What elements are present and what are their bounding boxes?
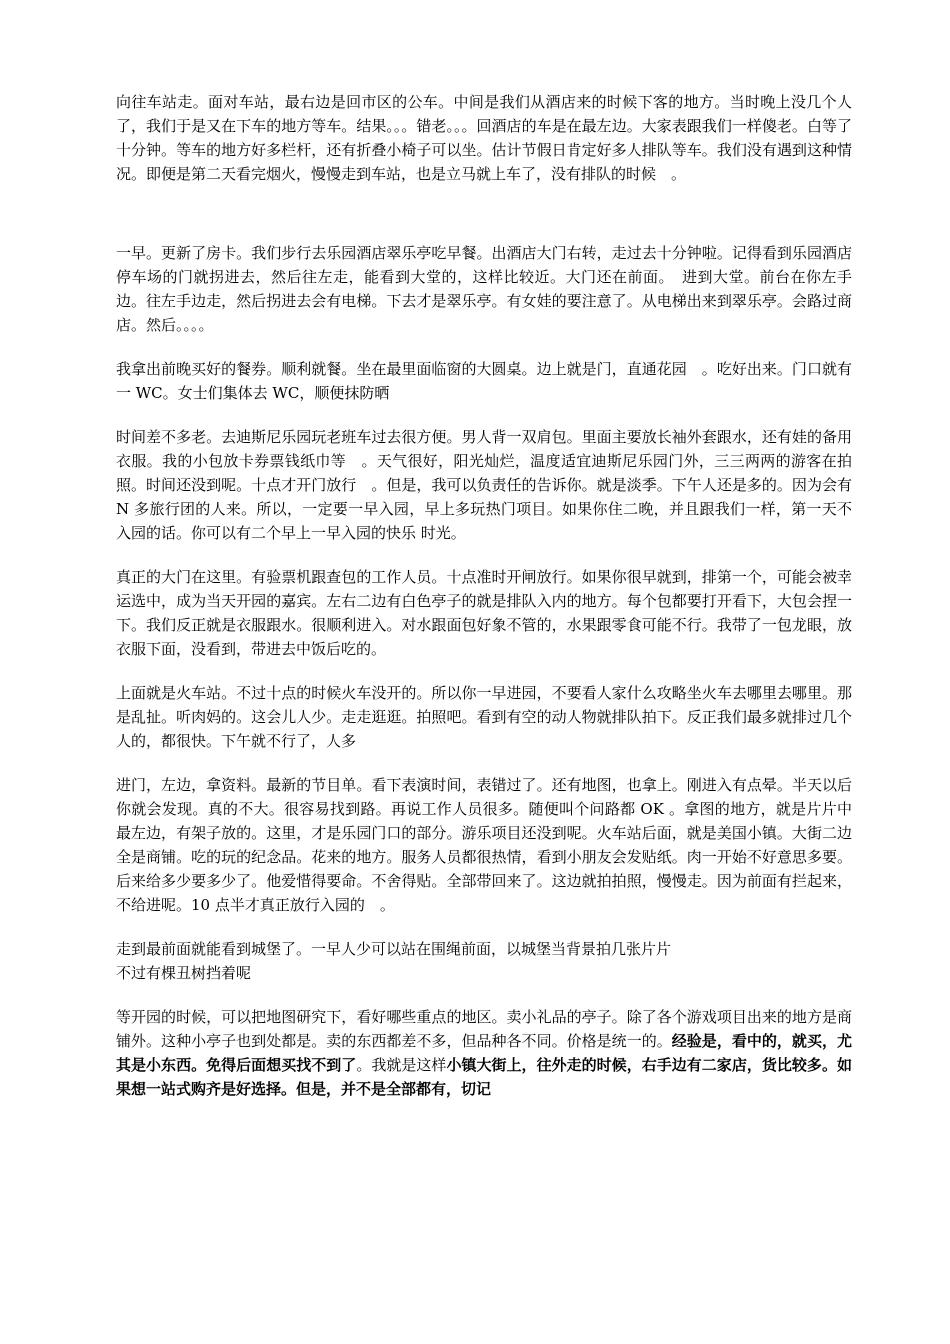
paragraph-2: 一早。更新了房卡。我们步行去乐园酒店翠乐亭吃早餐。出酒店大门右转，走过去十分钟啦。记得看到乐园酒店停车场的门就拐进去，然后往左走，能看到大堂的，这样比较近。大门还在前面。 进到大堂。前台在你左手边。往左手边走，然后拐进去会有电梯。下去才是翠乐亭。有女娃的要注意了。从电梯出来到翠乐亭。会路过商店。然后。。。。 xyxy=(116,244,852,334)
paragraph-6: 上面就是火车站。不过十点的时候火车没开的。所以你一早进园，不要看人家什么攻略坐火车去哪里去哪里。那是乱扯。听肉妈的。这会儿人少。走走逛逛。拍照吧。看到有空的动人物就排队拍下。反正我们最多就排过几个人的，都很快。下午就不行了，人多 xyxy=(116,684,852,750)
paragraph-8-line-2: 不过有棵丑树挡着呢 xyxy=(116,964,252,982)
paragraph-7: 进门，左边，拿资料。最新的节目单。看下表演时间，表错过了。还有地图，也拿上。刚进入有点晕。半天以后你就会发现。真的不大。很容易找到路。再说工作人员很多。随便叫个问路都 OK 。拿图的地方，就是片片中最左边，有架子放的。这里，才是乐园门口的部分。游乐项目还没到呢。火车站后面，就是美国小镇。大街二边全是商铺。吃的玩的纪念品。花来的地方。服务人员都很热情，看到小朋友会发贴纸。肉一开始不好意思多要。后来给多少要多少了。他爱惜得要命。不舍得贴。全部带回来了。这边就拍拍照，慢慢走。因为前面有拦起来，不给进呢。10 点半才真正放行入园的 。 xyxy=(116,776,852,914)
paragraph-5: 真正的大门在这里。有验票机跟查包的工作人员。十点准时开闸放行。如果你很早就到，排第一个，可能会被幸运选中，成为当天开园的嘉宾。左右二边有白色亭子的就是排队入内的地方。每个包都要打开看下，大包会捏一下。我们反正就是衣服跟水。很顺利进入。对水跟面包好象不管的，水果跟零食可能不行。我带了一包龙眼，放衣服下面，没看到，带进去中饭后吃的。 xyxy=(116,568,852,658)
paragraph-8-line-1: 走到最前面就能看到城堡了。一早人少可以站在围绳前面，以城堡当背景拍几张片片 xyxy=(116,940,672,958)
paragraph-9 xyxy=(116,1005,852,1101)
paragraph-3: 我拿出前晚买好的餐券。顺利就餐。坐在最里面临窗的大圆桌。边上就是门，直通花园 。吃好出来。门口就有一 WC。女士们集体去 WC，顺便抹防晒 xyxy=(116,360,852,402)
paragraph-1: 向往车站走。面对车站，最右边是回市区的公车。中间是我们从酒店来的时候下客的地方。当时晚上没几个人了，我们于是又在下车的地方等车。结果。。。错老。。。回酒店的车是在最左边。大家表跟我们一样傻老。白等了十分钟。等车的地方好多栏杆，还有折叠小椅子可以坐。估计节假日肯定好多人排队等车。我们没有遇到这种情况。即便是第二天看完烟火，慢慢走到车站，也是立马就上车了，没有排队的时候 。 xyxy=(116,93,852,183)
document-body xyxy=(116,90,852,1121)
paragraph-9-text-1: 等开园的时候，可以把地图研究下，看好哪些重点的地区。卖小礼品的亭子。除了各个游戏项目出来的地方是商铺外。这种小亭子也到处都是。卖的东西都差不多，但品种各不同。价格是统一的。 xyxy=(116,1008,852,1050)
paragraph-9-bold-1: 经验是，看中的，就买，尤其是小东西。免得后面想买找不到了 xyxy=(116,1032,852,1074)
paragraph-9-bold-2: 小镇大街上，往外走的时候，右手边有二家店，货比较多。如果想一站式购齐是好选择。但是，并不是全部都有，切记 xyxy=(116,1056,852,1098)
paragraph-8 xyxy=(116,937,852,985)
paragraph-9-text-2: 。我就是这样 xyxy=(356,1056,447,1074)
paragraph-4: 时间差不多老。去迪斯尼乐园玩老班车过去很方便。男人背一双肩包。里面主要放长袖外套跟水，还有娃的备用衣服。我的小包放卡券票钱纸巾等 。天气很好，阳光灿烂，温度适宜迪斯尼乐园门外，三三两两的游客在拍照。时间还没到呢。十点才开门放行 。但是，我可以负责任的告诉你。就是淡季。下午人还是多的。因为会有 N 多旅行团的人来。所以，一定要一早入园，早上多玩热门项目。如果你住二晚，并且跟我们一样，第一天不入园的话。你可以有二个早上一早入园的快乐 时光。 xyxy=(116,428,852,542)
